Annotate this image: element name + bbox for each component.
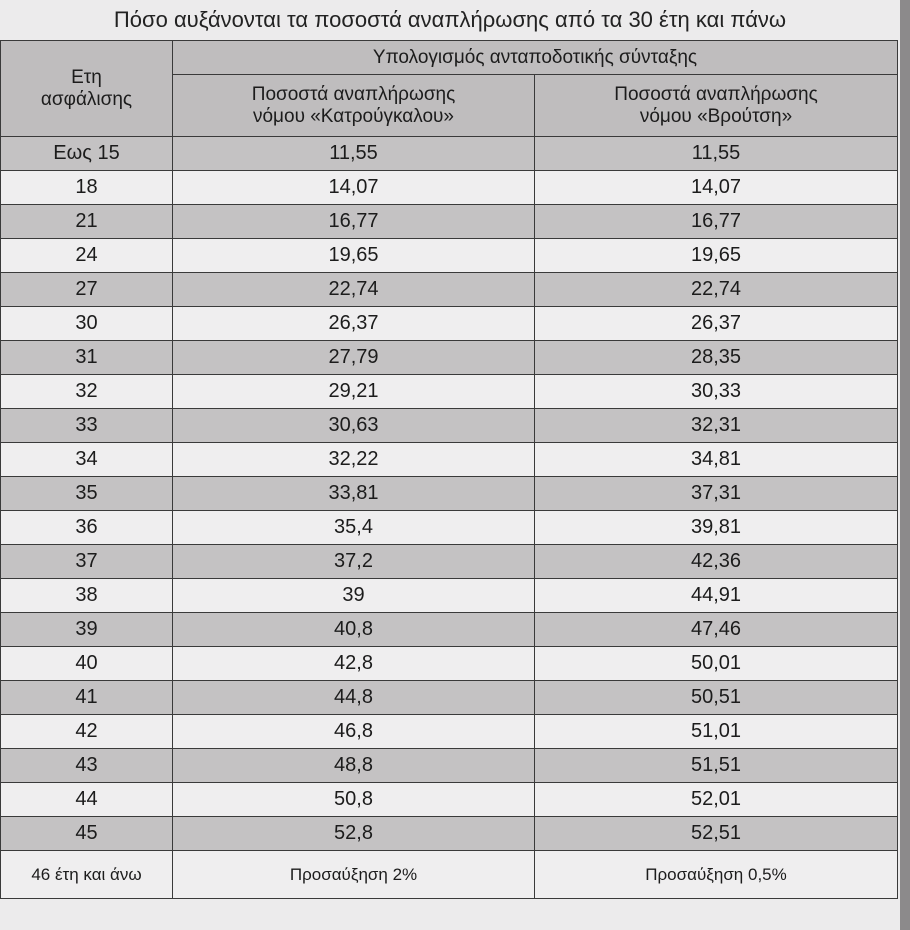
years-cell: 36 [1, 511, 173, 545]
table-row [1, 749, 898, 783]
table-title: Πόσο αυξάνονται τα ποσοστά αναπλήρωσης από τα 30 έτη και πάνω [113, 7, 787, 32]
table-row [1, 137, 898, 171]
vroutsis-cell: 32,31 [535, 409, 898, 443]
katrougkalos-cell: 39 [173, 579, 535, 613]
header-years-line2: ασφάλισης [40, 88, 133, 110]
years-cell: 41 [1, 681, 173, 715]
vroutsis-cell: 34,81 [535, 443, 898, 477]
table-row [1, 341, 898, 375]
table-row [1, 681, 898, 715]
katrougkalos-cell: Προσαύξηση 2% [173, 851, 535, 899]
header-katrougkalos-line1: Ποσοστά αναπλήρωσης [251, 83, 456, 105]
vroutsis-cell: 37,31 [535, 477, 898, 511]
table-row [1, 613, 898, 647]
katrougkalos-cell: 35,4 [173, 511, 535, 545]
katrougkalos-cell: 19,65 [173, 239, 535, 273]
katrougkalos-cell: 37,2 [173, 545, 535, 579]
header-group: Υπολογισμός ανταποδοτικής σύνταξης [173, 41, 898, 75]
years-cell: 40 [1, 647, 173, 681]
years-cell: 42 [1, 715, 173, 749]
vroutsis-cell: 28,35 [535, 341, 898, 375]
katrougkalos-cell: 40,8 [173, 613, 535, 647]
table-row [1, 511, 898, 545]
vroutsis-cell: 51,51 [535, 749, 898, 783]
header-katrougkalos-line2: νόμου «Κατρούγκαλου» [252, 105, 454, 127]
vroutsis-cell: 39,81 [535, 511, 898, 545]
vroutsis-cell: 50,01 [535, 647, 898, 681]
vroutsis-cell: Προσαύξηση 0,5% [535, 851, 898, 899]
katrougkalos-cell: 44,8 [173, 681, 535, 715]
years-cell: 31 [1, 341, 173, 375]
table-row [1, 205, 898, 239]
table-row [1, 715, 898, 749]
katrougkalos-cell: 26,37 [173, 307, 535, 341]
years-cell: 21 [1, 205, 173, 239]
katrougkalos-cell: 16,77 [173, 205, 535, 239]
vroutsis-cell: 52,51 [535, 817, 898, 851]
replacement-rates-table [0, 40, 898, 899]
header-years-line1: Ετη [71, 66, 102, 88]
vroutsis-cell: 30,33 [535, 375, 898, 409]
katrougkalos-cell: 33,81 [173, 477, 535, 511]
katrougkalos-cell: 14,07 [173, 171, 535, 205]
table-row [1, 817, 898, 851]
years-cell: 24 [1, 239, 173, 273]
katrougkalos-cell: 52,8 [173, 817, 535, 851]
vroutsis-cell: 26,37 [535, 307, 898, 341]
vroutsis-cell: 50,51 [535, 681, 898, 715]
vroutsis-cell: 42,36 [535, 545, 898, 579]
years-cell: 27 [1, 273, 173, 307]
header-vroutsis [535, 75, 898, 137]
katrougkalos-cell: 42,8 [173, 647, 535, 681]
vroutsis-cell: 22,74 [535, 273, 898, 307]
katrougkalos-cell: 48,8 [173, 749, 535, 783]
years-cell: 33 [1, 409, 173, 443]
vroutsis-cell: 11,55 [535, 137, 898, 171]
vroutsis-cell: 51,01 [535, 715, 898, 749]
years-cell: 18 [1, 171, 173, 205]
vroutsis-cell: 52,01 [535, 783, 898, 817]
table-row [1, 443, 898, 477]
table-row [1, 477, 898, 511]
katrougkalos-cell: 27,79 [173, 341, 535, 375]
vroutsis-cell: 44,91 [535, 579, 898, 613]
table-row [1, 171, 898, 205]
katrougkalos-cell: 32,22 [173, 443, 535, 477]
header-vroutsis-line1: Ποσοστά αναπλήρωσης [614, 83, 818, 105]
years-cell: 34 [1, 443, 173, 477]
vroutsis-cell: 14,07 [535, 171, 898, 205]
table-row [1, 545, 898, 579]
years-cell: 37 [1, 545, 173, 579]
years-cell: 35 [1, 477, 173, 511]
years-cell: 44 [1, 783, 173, 817]
header-katrougkalos [173, 75, 535, 137]
table-row [1, 783, 898, 817]
header-years [1, 41, 173, 137]
katrougkalos-cell: 50,8 [173, 783, 535, 817]
vroutsis-cell: 19,65 [535, 239, 898, 273]
katrougkalos-cell: 46,8 [173, 715, 535, 749]
years-cell: 45 [1, 817, 173, 851]
table-row [1, 851, 898, 899]
katrougkalos-cell: 22,74 [173, 273, 535, 307]
table-row [1, 307, 898, 341]
katrougkalos-cell: 11,55 [173, 137, 535, 171]
years-cell: 46 έτη και άνω [1, 851, 173, 899]
years-cell: 30 [1, 307, 173, 341]
katrougkalos-cell: 29,21 [173, 375, 535, 409]
table-row [1, 579, 898, 613]
table-row [1, 409, 898, 443]
table-row [1, 239, 898, 273]
years-cell: 43 [1, 749, 173, 783]
katrougkalos-cell: 30,63 [173, 409, 535, 443]
header-vroutsis-line2: νόμου «Βρούτση» [639, 105, 793, 127]
years-cell: 32 [1, 375, 173, 409]
vroutsis-cell: 16,77 [535, 205, 898, 239]
vroutsis-cell: 47,46 [535, 613, 898, 647]
years-cell: 38 [1, 579, 173, 613]
years-cell: 39 [1, 613, 173, 647]
years-cell: Εως 15 [1, 137, 173, 171]
table-row [1, 273, 898, 307]
table-row [1, 647, 898, 681]
table-row [1, 375, 898, 409]
